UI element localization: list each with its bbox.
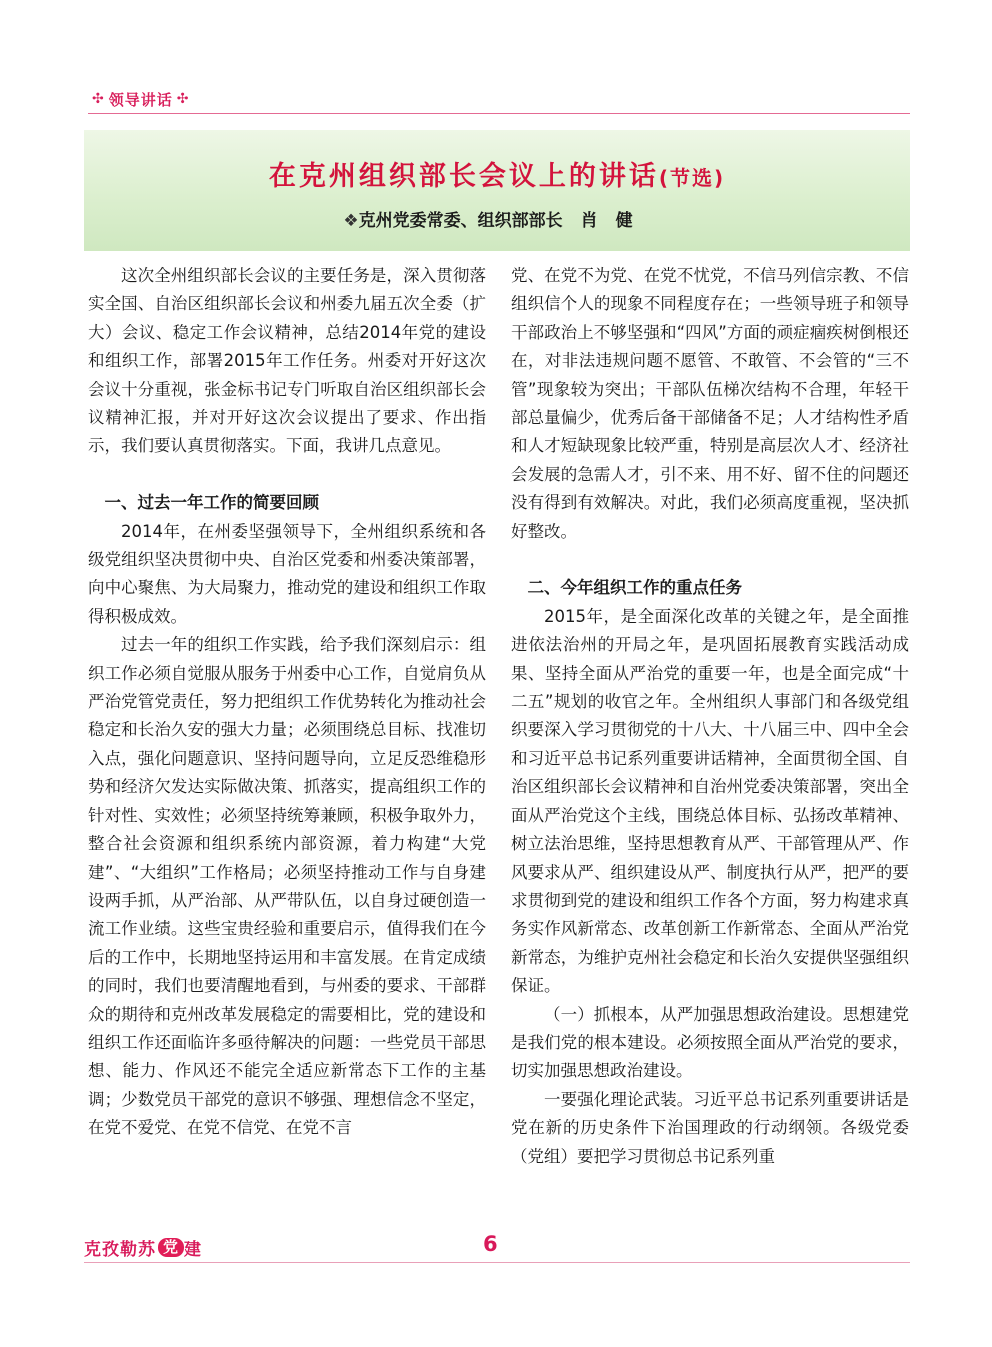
logo-badge: 党: [158, 1238, 184, 1257]
title-suffix: (节选): [658, 166, 726, 190]
section-heading: 二、今年组织工作的重点任务: [527, 578, 742, 598]
paragraph: 过去一年的组织工作实践，给予我们深刻启示：组织工作必须自觉服从服务于州委中心工作，自觉肩负从严治党管党责任，努力把组织工作优势转化为推动社会稳定和长治久安的强大力量；必须围绕总目标、找准切入点，强化问题意识、坚持问题导向，立足反恐维稳形势和经济欠发达实际做决策、抓落实，提高组织工作的针对性、实效性；必须坚持统筹兼顾，积极争取外力，整合社会资源和组织系统内部资源，着力构建“大党建”、“大组织”工作格局；必须坚持推动工作与自身建设两手抓，从严治部、从严带队伍，以自身过硬创造一流工作业绩。这些宝贵经验和重要启示，值得我们在今后的工作中，长期地坚持运用和丰富发展。在肯定成绩的同时，我们也要清醒地看到，与州委的要求、干部群众的期待和克州改革发展稳定的需要相比，党的建设和组织工作还面临许多亟待解决的问题：一些党员干部思想、能力、作风还不能完全适应新常态下工作的主基调；少数党员干部党的意识不够强、理想信念不坚定，在党不爱党、在党不信党、在党不言: [88, 635, 486, 1138]
section-tag: [88, 88, 193, 110]
byline: [84, 206, 910, 231]
paragraph: 一要强化理论武装。习近平总书记系列重要讲话是党在新的历史条件下治国理政的行动纲领。各级党委（党组）要把学习贯彻总书记系列重: [511, 1089, 909, 1166]
title-main: 在克州组织部长会议上的讲话: [268, 161, 659, 192]
ornament-icon: ✣: [176, 91, 190, 107]
paragraph: 2014年，在州委坚强领导下，全州组织系统和各级党组织坚决贯彻中央、自治区党委和州委决策部署，向中心聚焦、为大局聚力，推动党的建设和组织工作取得积极成效。: [88, 521, 486, 626]
title-banner: [84, 130, 910, 251]
page-number: 6: [483, 1232, 498, 1256]
logo-text-end: 建: [184, 1240, 203, 1260]
subsection-paragraph: （一）抓根本，从严加强思想政治建设。思想建党是我们党的根本建设。必须按照全面从严治党的要求，切实加强思想政治建设。: [511, 1004, 909, 1081]
paragraph-continued: 党、在党不为党、在党不忧党，不信马列信宗教、不信组织信个人的现象不同程度存在；一些领导班子和领导干部政治上不够坚强和“四风”方面的顽症痼疾树倒根还在，对非法违规问题不愿管、不敢管、不会管的“三不管”现象较为突出；干部队伍梯次结构不合理，年轻干部总量偏少，优秀后备干部储备不足；人才结构性矛盾和人才短缺现象比较严重，特别是高层次人才、经济社会发展的急需人才，引不来、用不好、留不住的问题还没有得到有效解决。对此，我们必须高度重视，坚决抓好整改。: [511, 266, 909, 541]
paragraph: 2015年，是全面深化改革的关键之年，是全面推进依法治州的开局之年，是巩固拓展教育实践活动成果、坚持全面从严治党的重要一年，也是全面完成“十二五”规划的收官之年。全州组织人事部门和各级党组织要深入学习贯彻党的十八大、十八届三中、四中全会和习近平总书记系列重要讲话精神，全面贯彻全国、自治区组织部长会议精神和自治州党委决策部署，突出全面从严治党这个主线，围绕总体目标、弘扬改革精神、树立法治思维，坚持思想教育从严、干部管理从严、作风要求从严、组织建设从严、制度执行从严，把严的要求贯彻到党的建设和组织工作各个方面，努力构建求真务实作风新常态、改革创新工作新常态、全面从严治党新常态，为维护克州社会稳定和长治久安提供坚强组织保证。: [511, 606, 909, 996]
right-column: [511, 262, 909, 1171]
paragraph: 这次全州组织部长会议的主要任务是，深入贯彻落实全国、自治区组织部长会议和州委九届五次全委（扩大）会议、稳定工作会议精神，总结2014年党的建设和组织工作，部署2015年工作任务。州委对开好这次会议十分重视，张金标书记专门听取自治区组织部长会议精神汇报，并对开好这次会议提出了要求、作出指示，我们要认真贯彻落实。下面，我讲几点意见。: [88, 266, 486, 456]
section-label: 领导讲话: [108, 90, 173, 109]
byline-role: 克州党委常委、组织部部长: [358, 211, 563, 231]
byline-name: 肖健: [580, 211, 651, 231]
logo-text: 克孜勒苏: [84, 1240, 156, 1260]
section-heading: 一、过去一年工作的简要回顾: [104, 493, 319, 513]
magazine-logo: [84, 1235, 202, 1260]
article-title: [84, 154, 910, 193]
footer-divider: [84, 1262, 910, 1263]
left-column: [88, 262, 486, 1143]
ornament-icon: ✣: [92, 91, 105, 107]
section-divider: [88, 113, 910, 114]
diamond-icon: ❖: [343, 211, 359, 231]
